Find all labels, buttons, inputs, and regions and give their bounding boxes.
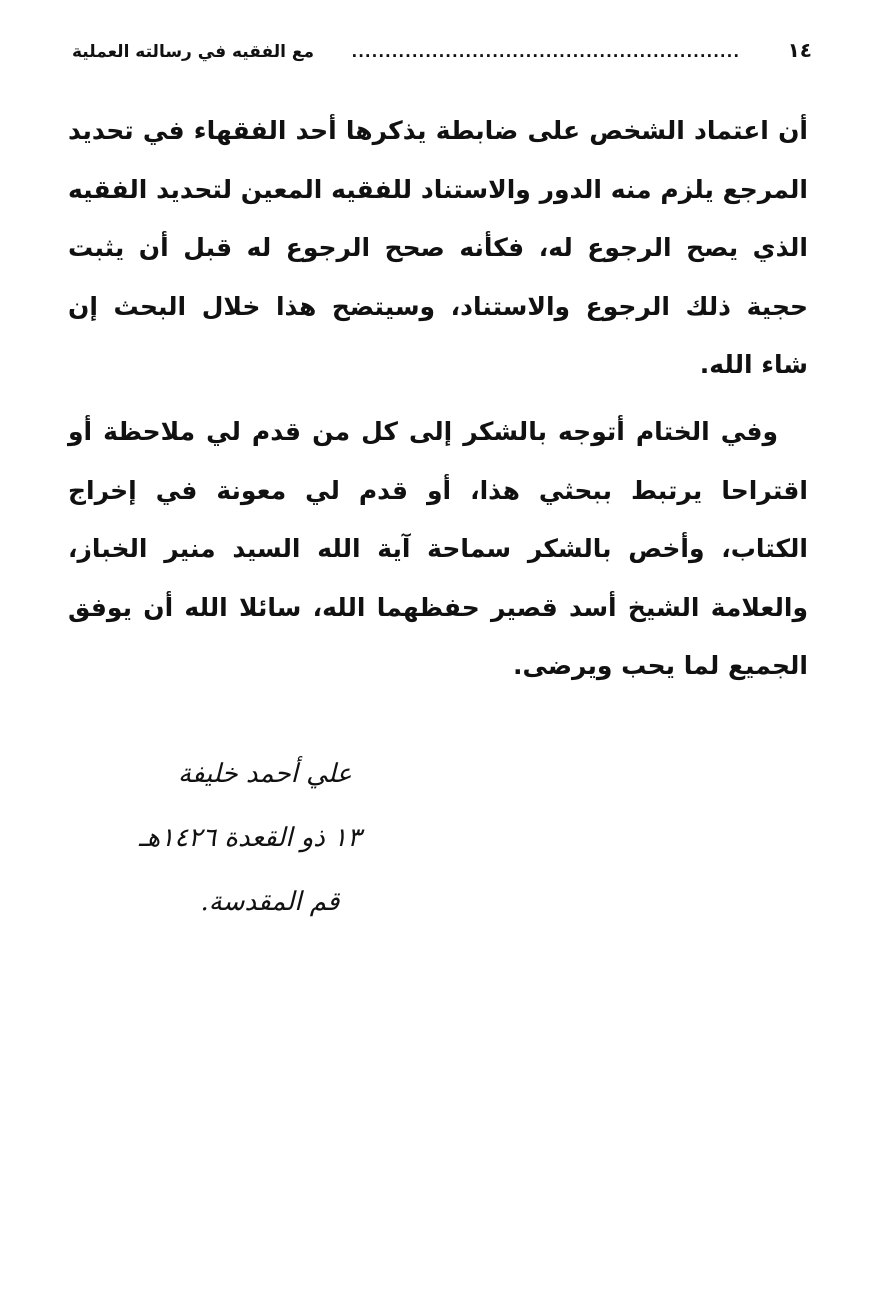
signature-place: قم المقدسة.	[200, 887, 340, 917]
body-paragraph-1: أن اعتماد الشخص على ضابطة يذكرها أحد الفقهاء في تحديد المرجع يلزم منه الدور والاستناد للفقيه المعين لتحديد الفقيه الذي يصح الرجوع له، فكأنه صحح الرجوع له قبل أن يثبت حجية ذلك الرجوع والاستناد، وسيتضح هذا خلال البحث إن شاء الله.	[68, 116, 808, 379]
signature-block	[90, 742, 410, 934]
running-header	[72, 38, 812, 78]
header-leader-dots: ..........................................................	[351, 43, 741, 61]
body-paragraph-2: وفي الختام أتوجه بالشكر إلى كل من قدم لي ملاحظة أو اقتراحا يرتبط ببحثي هذا، أو قدم لي معونة في إخراج الكتاب، وأخص بالشكر سماحة آية الله السيد منير الخباز، والعلامة الشيخ أسد قصير حفظهما الله، سائلا الله أن يوفق الجميع لما يحب ويرضى.	[68, 417, 808, 680]
signature-name: علي أحمد خليفة	[178, 759, 352, 789]
signature-date: ١٣ ذو القعدة ١٤٢٦هـ	[138, 823, 362, 853]
page-number: ١٤	[787, 38, 812, 62]
running-title: مع الفقيه في رسالته العملية	[72, 42, 314, 62]
